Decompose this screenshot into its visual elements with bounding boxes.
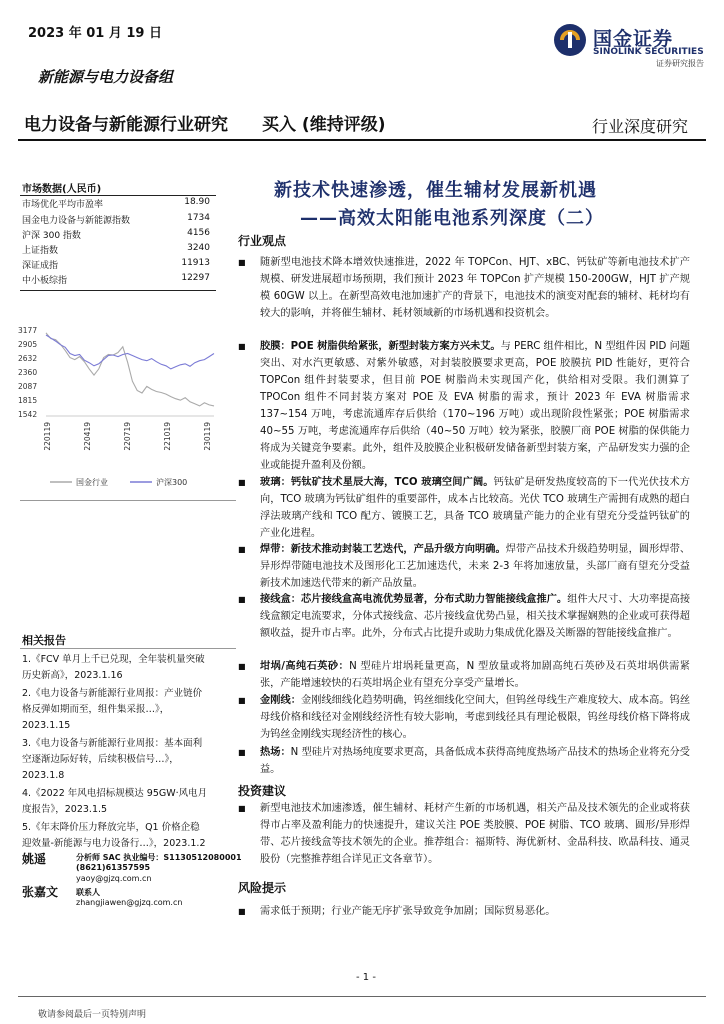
main-subtitle: ——高效太阳能电池系列深度（二） [300,208,604,229]
y-tick-label: 1542 [18,410,38,419]
paragraph-diamond-wire: ■ 金刚线：金刚线细线化趋势明确，钨丝细线化空间大，但钨丝母线生产难度较大、成本高。钨丝母线价格和线径对金刚线经济性有较大影响，考虑到线径具有理论极限，钨丝母线价格下降将成为钨丝金刚线实现经济性的核心。 [238,695,691,740]
paragraph-investment: ■ 新型电池技术加速渗透，催生辅材、耗材产生新的市场机遇，相关产品及技术领先的企业或将获得市占率及盈利能力的快速提升，建议关注 POE 类胶膜、POE 树脂、TCO 玻璃、圆形/异形焊带、芯片接线盒等技术领先的企业。推荐组合：福斯特、海优新材、金晶科技、欧晶科技、通灵股份（完整推荐组合详见正文各章节）。 [238,803,690,865]
section-heading-invest: 投资建议 [238,784,287,798]
x-tick-label: 220119 [43,422,52,451]
market-data-row: 市场优化平均市盈率 18.90 [22,197,210,210]
section-heading-view: 行业观点 [238,234,287,248]
logo-name-cn: 国金证券 [593,28,674,50]
index-line-chart [14,322,228,462]
series-line-沪深300 [46,335,214,369]
author-name: 姚遥 [22,852,47,866]
contact-role: 联系人 [76,888,100,897]
contact-email[interactable]: zhangjiawen@gjzq.com.cn [76,898,183,907]
related-report-item[interactable]: 3.《电力设备与新能源行业周报：基本面利 空逐渐边际好转，后续积极信号…》， 2023.1.8 [22,738,203,781]
related-report-item[interactable]: 2.《电力设备与新能源行业周报：产业链价 格反弹如期而至，组件集采报…》， 2023.1.15 [22,688,203,731]
x-tick-label: 230119 [203,422,212,451]
market-data-row: 沪深 300 指数 4156 [22,228,210,241]
logo-name-en: SINOLINK SECURITIES [593,47,704,57]
series-line-国金行业 [46,333,214,406]
contact-name: 张嘉文 [22,885,59,899]
paragraph-film: ■ 胶膜：POE 树脂供给紧张，新型封装方案方兴未艾。与 PERC 组件相比，N 型组件因 PID 问题突出、对水汽更敏感、对紫外敏感，对封装胶膜要求更高，POE 胶膜抗 PID 性能好，更符合 TOPCon 组件封装要求，但目前 POE 树脂尚未实现国产化，供给相对受限。我们测算了 TPOCon 组件不同封装方案对 POE 及 EVA 树脂的需求，预计 2023 年 EVA 树脂需求 137~154 万吨，考虑流通库存后供给（170~196 万吨）或出现阶段性紧张；POE 树脂需求 40~55 万吨，考虑流通库存后供给（40~50 万吨）较为紧张，胶膜厂商 POE 树脂的保供能力将成为关键竞争要素。此外，组件及胶膜企业积极研发储备新型封装方案，产品研发实力强的企业或能提升盈利及份额。 [238,341,690,471]
x-tick-label: 221019 [163,422,172,451]
report-title: 电力设备与新能源行业研究 [24,115,228,135]
related-report-item[interactable]: 5.《年末降价压力释放完毕，Q1 价格企稳 迎效量-新能源与电力设备行…》，2023.1.2 [22,822,206,849]
author-role: 分析师 SAC 执业编号：S1130512080001 [76,853,242,862]
x-tick-label: 220719 [123,422,132,451]
market-data-divider [20,290,216,291]
footer-disclaimer: 敬请参阅最后一页特别声明 [38,1010,147,1020]
paragraph-ribbon: ■ 焊带：新技术推动封装工艺迭代，产品升级方向明确。焊带产品技术升级趋势明显，圆形焊带、异形焊带随电池技术及图形化工艺加速迭代，未来 2-3 年将加速放量，头部厂商有望充分受益新技术加速迭代带来的新产品放量。 [238,544,691,589]
section-heading-risk: 风险提示 [238,881,287,895]
logo-subtitle: 证券研究报告 [656,59,704,68]
market-data-row: 深证成指 11913 [22,258,210,271]
header-divider [18,139,706,141]
paragraph-glass: ■ 玻璃：钙钛矿技术星辰大海，TCO 玻璃空间广阔。钙钛矿是研发热度较高的下一代光伏技术方向，TCO 玻璃为钙钛矿组件的重要部件，成本占比较高。光伏 TCO 玻璃生产需拥有成熟的超白浮法玻璃产线和 TCO 配方、镀膜工艺，具备 TCO 玻璃量产能力的企业有望充分受益钙钛矿的产业化进程。 [238,477,690,539]
market-data-row: 上证指数 3240 [22,243,210,256]
main-title: 新技术快速渗透，催生辅材发展新机遇 [274,180,597,201]
author-phone: (8621)61357595 [76,863,151,872]
paragraph-intro: ■ 随新型电池技术降本增效快速推进，2022 年 TOPCon、HJT、xBC、钙钛矿等新电池技术扩产规模、研发进展超市场预期，我们预计 2023 年 TOPCon 扩产规模 150-200GW，HJT 扩产规模 60GW 以上。在新型高效电池加速扩产的背景下，电池技术的演变对配套的辅材、耗材均有较大的影响，并将催生辅材、耗材领域新的市场机遇和投资机会。 [238,257,690,319]
market-data-row: 中小板综指 12297 [22,273,210,286]
paragraph-thermal-field: ■ 热场：N 型硅片对热场纯度要求更高，具备低成本获得高纯度热场产品技术的热场企业将充分受益。 [238,747,690,775]
report-date: 2023 年 01 月 19 日 [28,26,162,41]
rating: 买入 (维持评级) [262,115,386,135]
y-tick-label: 1815 [18,395,38,405]
related-reports-title: 相关报告 [22,634,66,647]
y-tick-label: 3177 [18,326,38,335]
market-data-divider [20,195,216,196]
y-tick-label: 2905 [18,339,38,349]
research-group: 新能源与电力设备组 [38,68,174,86]
y-tick-label: 2360 [18,367,38,377]
paragraph-crucible: ■ 坩埚/高纯石英砂：N 型硅片坩埚耗量更高，N 型放量或将加剧高纯石英砂及石英坩埚供需紧张，产能增速较快的石英坩埚企业有望充分享受产量增长。 [238,661,690,689]
related-report-item[interactable]: 1.《FCV 单月上千已兑现，全年装机量突破 历史新高》，2023.1.16 [22,654,205,681]
footer-divider [18,996,706,997]
y-tick-label: 2632 [18,354,38,363]
related-report-item[interactable]: 4.《2022 年风电招标规模达 95GW·风电月 度报告》，2023.1.5 [22,788,208,815]
market-data-title: 市场数据(人民币) [22,184,102,195]
x-tick-label: 220419 [83,422,92,451]
related-reports-divider [20,648,236,649]
author-email[interactable]: yaoy@gjzq.com.cn [76,874,152,883]
report-type: 行业深度研究 [591,117,688,136]
page-number: - 1 - [356,972,376,983]
paragraph-risk: ■ 需求低于预期；行业产能无序扩张导致竞争加剧；国际贸易恶化。 [238,906,556,917]
chart-legend [50,476,230,488]
legend-label-industry: 国金行业 [76,478,108,487]
chart-divider [20,500,236,501]
sinolink-logo-icon [552,22,588,58]
market-data-row: 国金电力设备与新能源指数 1734 [22,213,210,226]
paragraph-junction-box: ■ 接线盒：芯片接线盒高电流优势显著，分布式助力智能接线盒推广。组件大尺寸、大功率提高接线盒额定电流要求，分体式接线盒、芯片接线盒优势凸显，相关技术掌握娴熟的企业或可获得超额收益，提升市占率。此外，分布式占比提升或助力集成优化器及关断器的智能接线盒推广。 [238,594,691,639]
legend-label-csi300: 沪深300 [156,478,188,487]
y-tick-label: 2087 [18,382,38,391]
